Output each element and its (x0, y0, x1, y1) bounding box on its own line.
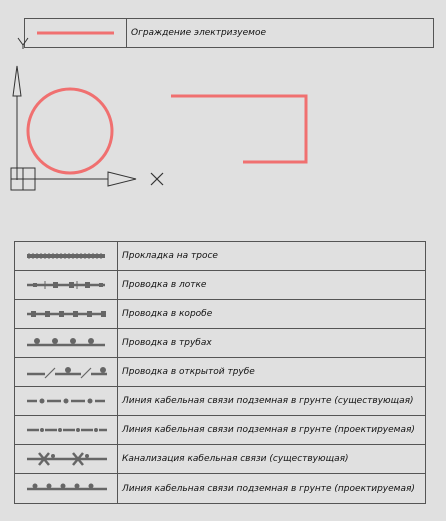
legend-row-label: Проводка в коробе (122, 309, 213, 319)
legend-row[interactable] (15, 416, 425, 445)
polyline-shape[interactable] (171, 96, 306, 162)
legend-row-label: Канализация кабельная связи (существующая) (122, 454, 349, 464)
drawing-canvas[interactable] (0, 60, 446, 200)
circle-shape[interactable] (28, 89, 112, 173)
legend-row-label: Проводка в лотке (122, 280, 207, 290)
cable-duct-existing-symbol (15, 445, 118, 473)
legend-row[interactable] (15, 271, 425, 300)
x-axis-marker-icon (151, 173, 163, 185)
wiring-in-duct-symbol (15, 300, 118, 328)
legend-row-label: Линия кабельная связи подземная в грунте (проектируемая) (122, 483, 415, 494)
legend-row-label: Линия кабельная связи подземная в грунте (проектируемая) (122, 425, 415, 435)
legend-row-label: Проводка в открытой трубе (122, 367, 255, 377)
wiring-in-open-pipe-symbol (15, 358, 118, 386)
underground-line-existing-symbol (15, 387, 118, 415)
underground-line-designed-symbol (15, 416, 118, 444)
legend-row[interactable] (15, 474, 425, 503)
y-mark-icon (16, 36, 30, 50)
wiring-in-tray-symbol (15, 271, 118, 299)
wiring-in-pipes-symbol (15, 329, 118, 357)
legend-row-label: Прокладка на тросе (122, 251, 218, 261)
legend-row[interactable] (15, 445, 425, 474)
cable-on-rope-symbol (15, 242, 118, 270)
header-title: Ограждение электризуемое (131, 28, 266, 38)
header-line-sample (24, 18, 128, 48)
legend-row[interactable] (15, 387, 425, 416)
legend-table (14, 241, 426, 504)
legend-row-label: Линия кабельная связи подземная в грунте (существующая) (122, 396, 414, 406)
legend-row[interactable] (15, 329, 425, 358)
underground-line-designed-2-symbol (15, 474, 118, 503)
legend-row[interactable] (15, 358, 425, 387)
legend-row[interactable] (15, 300, 425, 329)
legend-row-label: Проводка в трубах (122, 338, 212, 348)
legend-row[interactable] (15, 242, 425, 271)
